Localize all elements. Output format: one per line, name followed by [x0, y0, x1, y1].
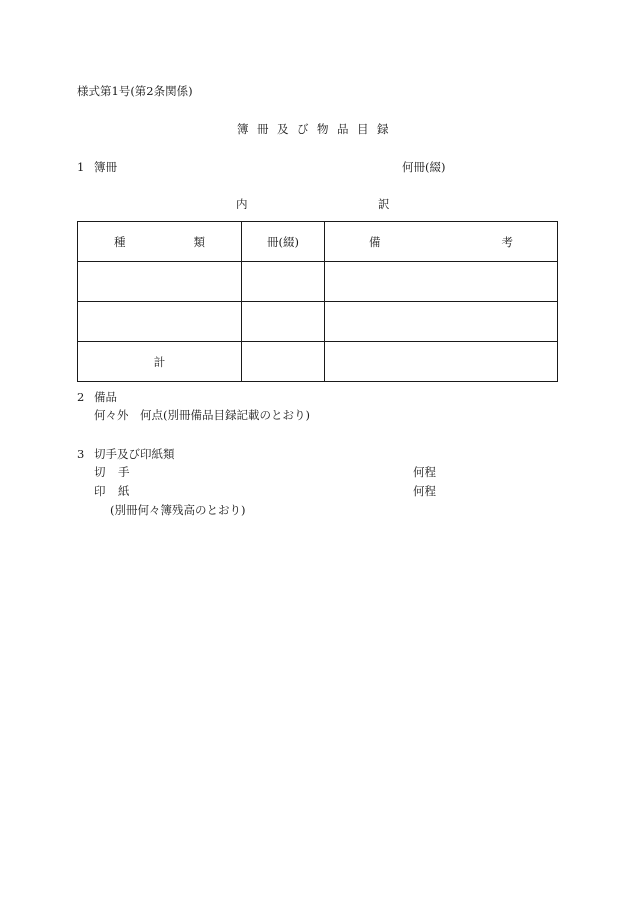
breakdown-left: 内	[236, 197, 248, 211]
section2-number: 2	[77, 390, 85, 404]
header-remarks	[325, 222, 558, 262]
inventory-table	[77, 221, 558, 382]
total-label-cell	[78, 342, 242, 382]
header-remarks-b: 考	[501, 234, 513, 249]
stamps-label-a: 切	[94, 465, 106, 479]
section3-number: 3	[77, 447, 85, 461]
table-cell	[325, 262, 558, 302]
table-cell	[242, 342, 325, 382]
revenue-stamps-amount: 何程	[413, 484, 436, 498]
section1-heading: 簿冊	[94, 160, 117, 174]
table-cell	[78, 262, 242, 302]
title-char: 目	[357, 122, 369, 136]
table-cell	[325, 302, 558, 342]
header-type	[78, 222, 242, 262]
table-cell	[242, 302, 325, 342]
header-count-label: 冊(綴)	[267, 234, 299, 249]
table-cell	[325, 342, 558, 382]
stamps-label-b: 手	[118, 465, 130, 479]
breakdown-right: 訳	[378, 197, 390, 211]
section1-quantity: 何冊(綴)	[402, 160, 446, 174]
revenue-stamps-label-a: 印	[94, 484, 106, 498]
title-char: 冊	[257, 122, 269, 136]
header-remarks-a: 備	[369, 234, 381, 249]
form-label: 様式第1号(第2条関係)	[77, 84, 193, 98]
section2-heading: 備品	[94, 390, 117, 404]
title-char: 物	[317, 122, 329, 136]
table-cell	[78, 302, 242, 342]
header-count	[242, 222, 325, 262]
section3-heading: 切手及び印紙類	[94, 447, 175, 461]
total-label: 計	[153, 354, 166, 369]
revenue-stamps-label-b: 紙	[118, 484, 130, 498]
title-char: 及	[277, 122, 289, 136]
stamps-amount: 何程	[413, 465, 436, 479]
table-header-row	[78, 222, 558, 262]
title-char: び	[297, 122, 309, 136]
table-row	[78, 262, 558, 302]
title-char: 簿	[237, 122, 249, 136]
section1-number: 1	[77, 160, 85, 174]
section2-detail: 何々外 何点(別冊備品目録記載のとおり)	[94, 408, 310, 422]
title-char: 録	[377, 122, 389, 136]
table-row	[78, 302, 558, 342]
document-title	[237, 124, 389, 136]
title-char: 品	[337, 122, 349, 136]
section3-note: (別冊何々簿残高のとおり)	[110, 503, 246, 517]
header-type-b: 類	[193, 234, 205, 249]
table-total-row	[78, 342, 558, 382]
table-cell	[242, 262, 325, 302]
header-type-a: 種	[114, 234, 126, 249]
